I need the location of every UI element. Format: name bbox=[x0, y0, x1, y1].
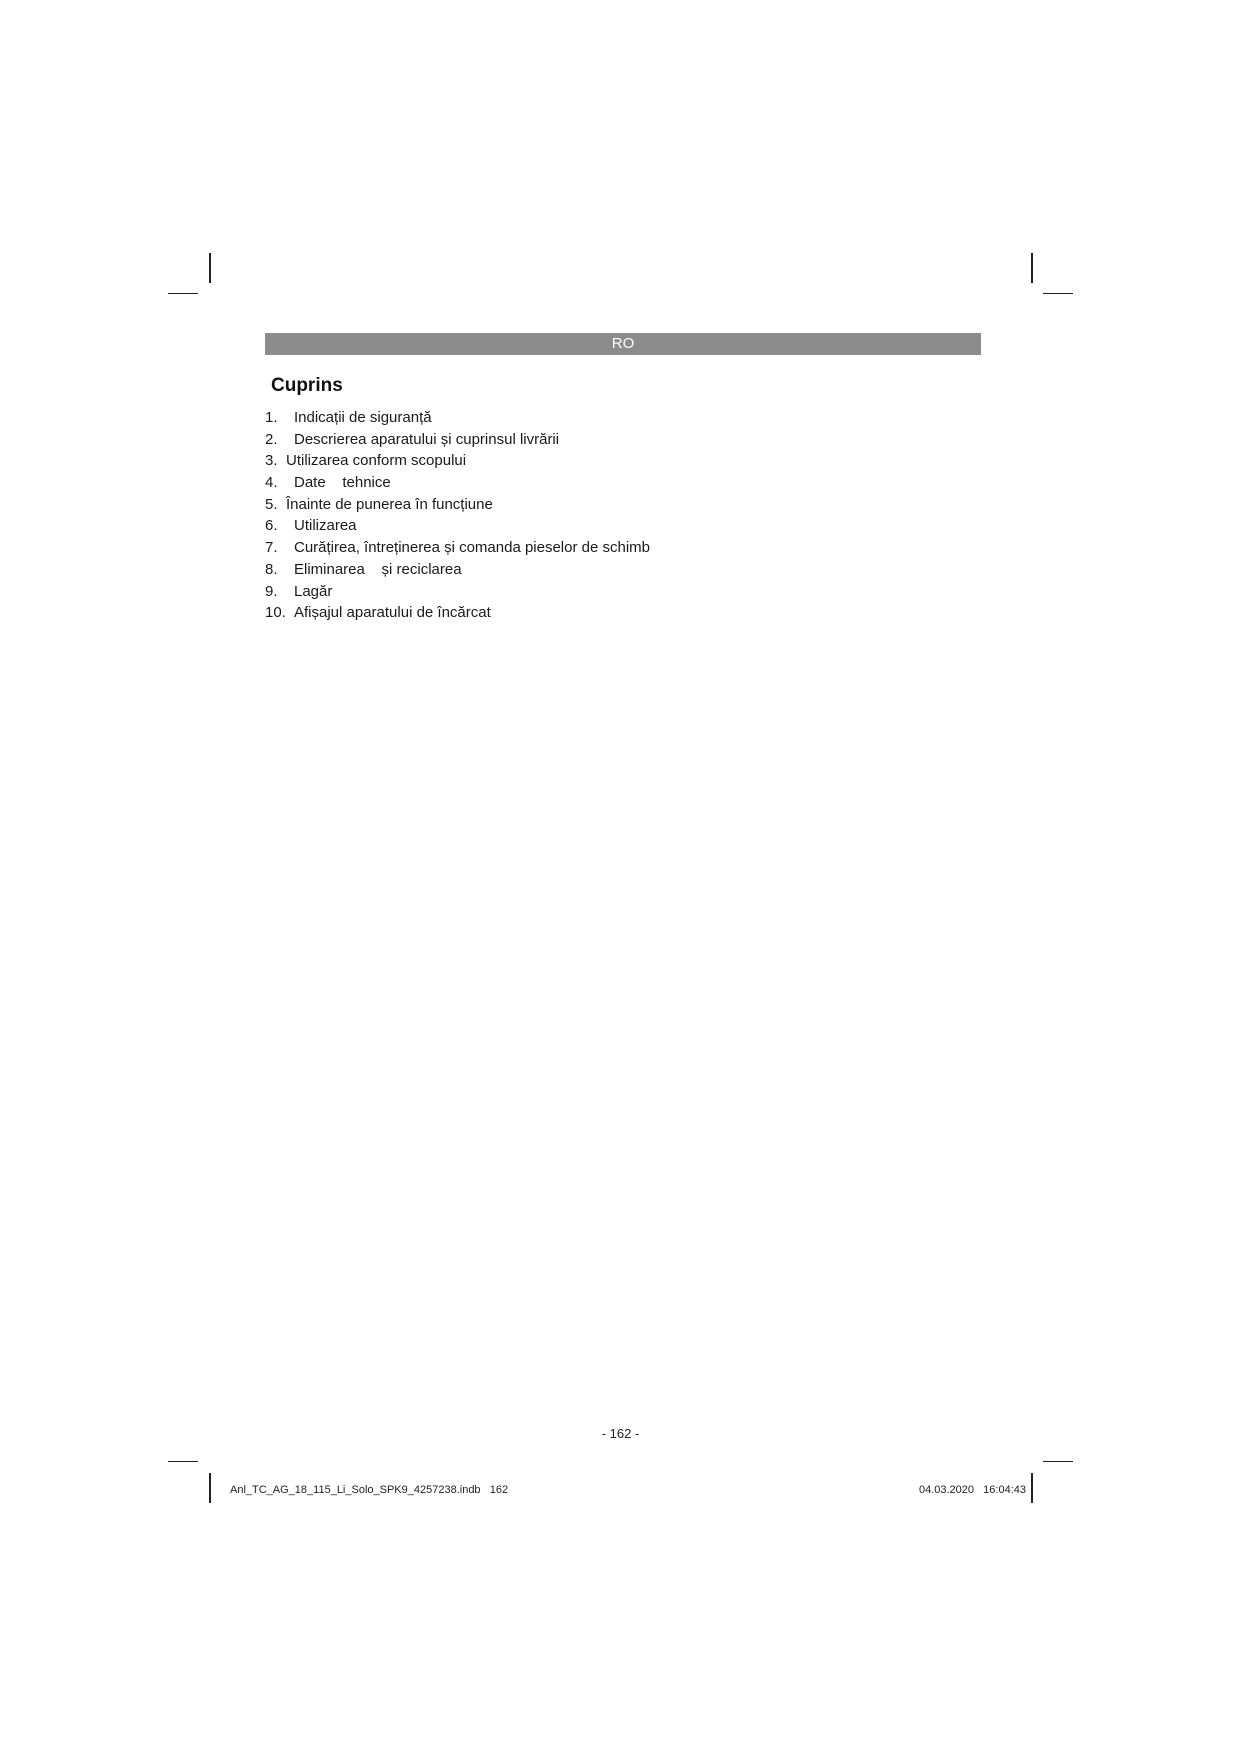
page-number: - 162 - bbox=[601, 1426, 640, 1441]
crop-mark-top-right-horizontal bbox=[1043, 293, 1073, 294]
toc-item-label: Curățirea, întreținerea și comanda pieselor de schimb bbox=[294, 539, 651, 557]
toc-item-label: Descrierea aparatului și cuprinsul livrării bbox=[294, 430, 560, 448]
toc-item-number: 10. bbox=[265, 604, 286, 622]
toc-item bbox=[265, 472, 650, 494]
toc-item bbox=[265, 537, 650, 559]
toc-item bbox=[265, 429, 650, 451]
crop-mark-bottom-left-vertical bbox=[209, 1473, 211, 1503]
toc-item bbox=[265, 581, 650, 603]
toc-item bbox=[265, 450, 650, 472]
toc-item bbox=[265, 494, 650, 516]
toc-item-label: Înainte de punerea în funcțiune bbox=[286, 495, 493, 513]
toc-item bbox=[265, 602, 650, 624]
toc-item-number: 6. bbox=[265, 517, 278, 535]
toc-item-number: 2. bbox=[265, 430, 278, 448]
toc-item-label: Date tehnice bbox=[294, 474, 391, 492]
toc-item-label: Utilizarea bbox=[294, 517, 357, 535]
toc-item-number: 4. bbox=[265, 474, 278, 492]
crop-mark-top-left-horizontal bbox=[168, 293, 198, 294]
crop-mark-top-right-vertical bbox=[1031, 253, 1033, 283]
toc-item-number: 7. bbox=[265, 539, 278, 557]
toc-item bbox=[265, 515, 650, 537]
toc-list bbox=[265, 407, 650, 624]
toc-item-label: Lagăr bbox=[294, 582, 333, 600]
toc-item-number: 3. bbox=[265, 452, 278, 470]
toc-item-number: 9. bbox=[265, 582, 278, 600]
toc-title: Cuprins bbox=[271, 375, 343, 396]
crop-mark-top-left-vertical bbox=[209, 253, 211, 283]
language-code: RO bbox=[611, 335, 635, 352]
crop-mark-bottom-right-vertical bbox=[1031, 1473, 1033, 1503]
crop-mark-bottom-right-horizontal bbox=[1043, 1461, 1073, 1462]
toc-item-label: Afișajul aparatului de încărcat bbox=[294, 604, 491, 622]
toc-item-number: 8. bbox=[265, 560, 278, 578]
print-file-info: Anl_TC_AG_18_115_Li_Solo_SPK9_4257238.indb 162 bbox=[230, 1484, 509, 1496]
crop-mark-bottom-left-horizontal bbox=[168, 1461, 198, 1462]
toc-item-label: Indicații de siguranță bbox=[294, 409, 432, 426]
toc-item bbox=[265, 407, 650, 429]
toc-item bbox=[265, 559, 650, 581]
print-date-time: 04.03.2020 16:04:43 bbox=[918, 1484, 1026, 1496]
toc-item-number: 1. bbox=[265, 409, 278, 426]
language-header-bar bbox=[265, 333, 981, 355]
toc-item-label: Eliminarea și reciclarea bbox=[294, 560, 462, 578]
toc-item-number: 5. bbox=[265, 495, 278, 513]
toc-item-label: Utilizarea conform scopului bbox=[286, 452, 467, 470]
